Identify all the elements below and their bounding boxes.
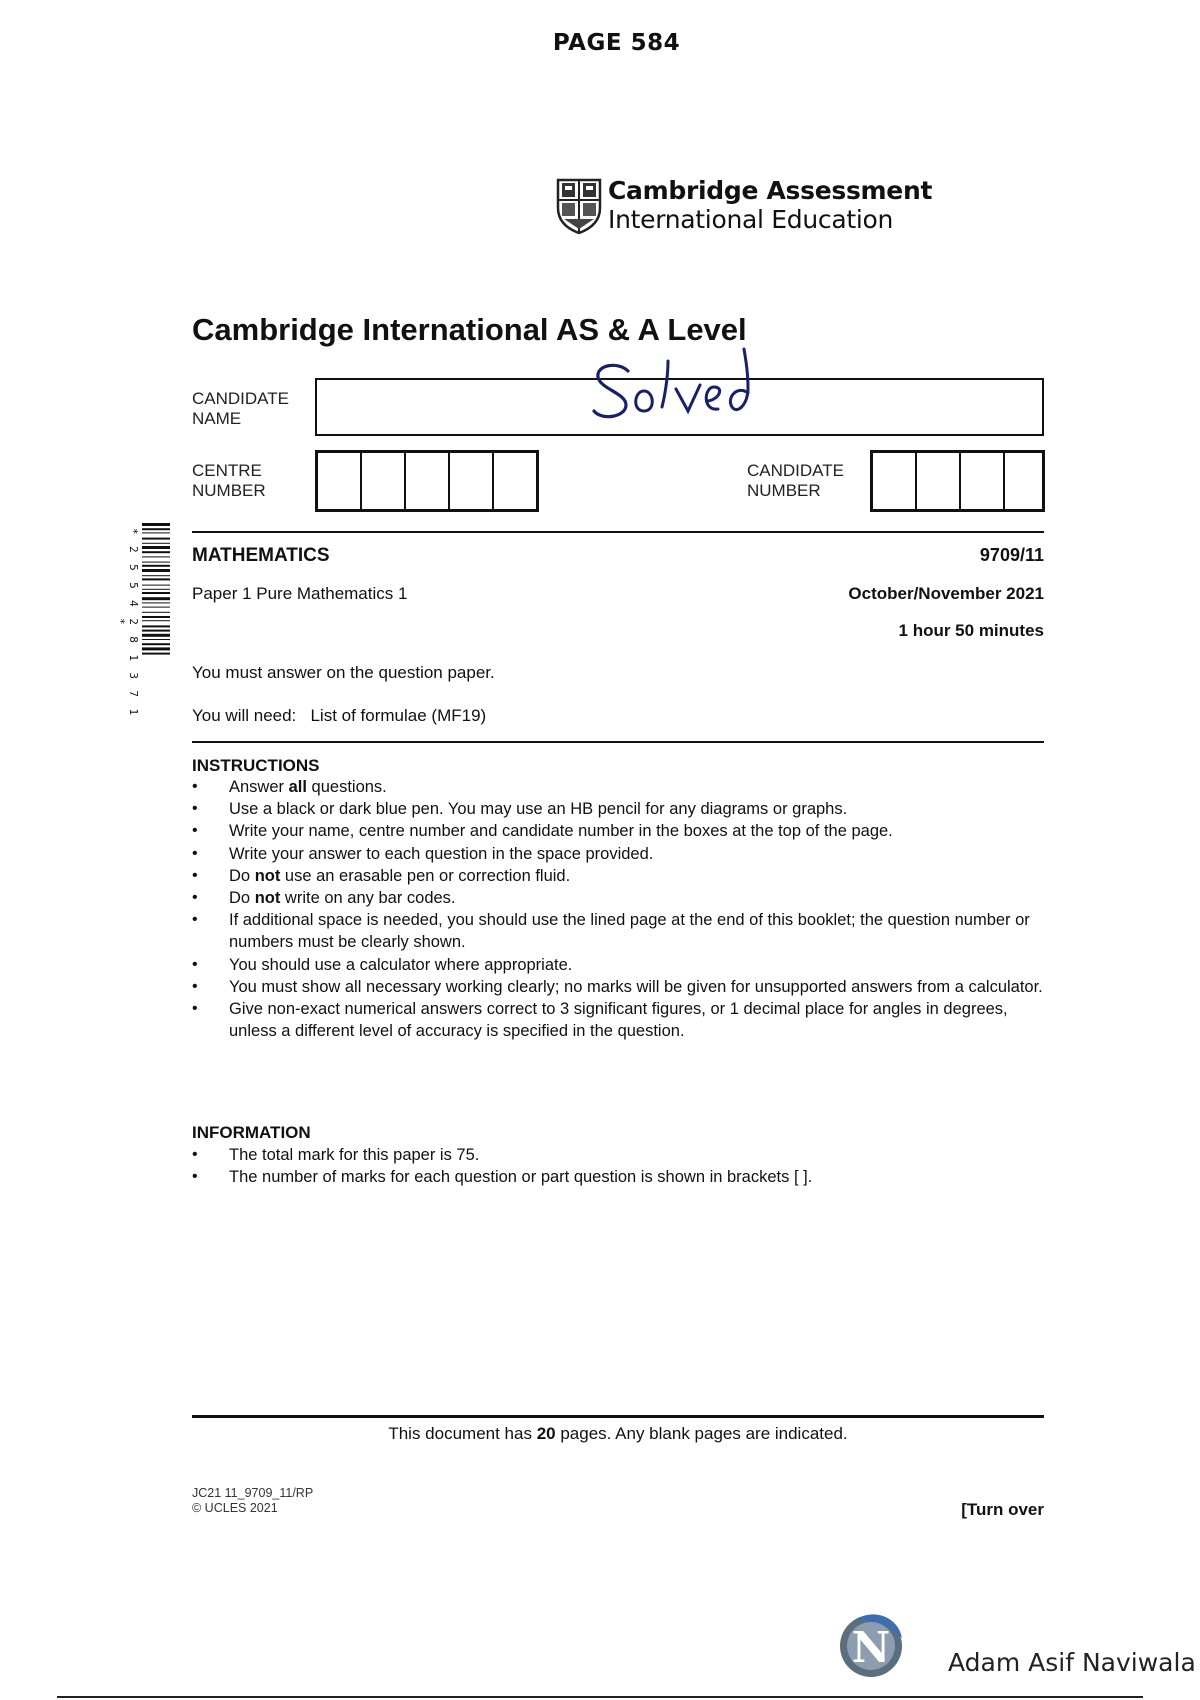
barcode-bar [142,607,170,608]
barcode-bar [142,532,170,533]
centre-number-label: CENTRE NUMBER [192,461,266,500]
page-count-note: This document has 20 pages. Any blank pages are indicated. [388,1424,848,1443]
barcode-bar [142,597,170,600]
logo-subtitle: International Education [608,205,894,234]
instruction-item: • Do not use an erasable pen or correction fluid. [192,865,1044,887]
barcode-bar [142,589,170,590]
barcode-bar [142,528,170,530]
barcode-bar [142,612,170,613]
instruction-item: • Write your answer to each question in the space provided. [192,843,1044,865]
instruction-item: • Answer all questions. [192,776,1044,798]
handwritten-signature [588,345,758,435]
materials-needed: You will need: List of formulae (MF19) [192,706,487,725]
barcode-bar [142,592,170,594]
divider [192,1415,1044,1418]
cambridge-logo [556,176,932,234]
candidate-name-label: CANDIDATE NAME [192,389,289,428]
barcode-bar [142,630,170,632]
answer-note: You must answer on the question paper. [192,663,495,682]
barcode-bar [142,639,170,640]
digit-box[interactable] [961,453,1005,509]
barcode-bar [142,543,170,544]
paper-title: Paper 1 Pure Mathematics 1 [192,584,408,603]
barcode-bar [142,551,170,553]
digit-box[interactable] [917,453,961,509]
barcode-bar [142,643,170,645]
information-heading: INFORMATION [192,1123,311,1142]
barcode-bar [142,556,170,557]
barcode-bar [142,625,170,627]
information-item: • The number of marks for each question or part question is shown in brackets [ ]. [192,1166,1044,1188]
barcode-bar [142,546,170,549]
cambridge-crest-icon [556,178,602,234]
bottom-divider [57,1696,1143,1698]
barcode-bar [142,616,170,618]
barcode-bar [142,523,170,526]
exam-session: October/November 2021 [848,584,1044,603]
candidate-number-field[interactable] [870,450,1045,512]
barcode [114,523,174,723]
instruction-item: • Give non-exact numerical answers correct to 3 significant figures, or 1 decimal place for angles in degrees, unless a different level of accuracy is specified in the question. [192,998,1044,1042]
barcode-bar [142,653,170,655]
digit-box[interactable] [1005,453,1042,509]
digit-box[interactable] [450,453,494,509]
instruction-item: • You should use a calculator where appropriate. [192,954,1044,976]
barcode-bar [142,569,170,572]
barcode-bar [142,647,170,650]
information-item: • The total mark for this paper is 75. [192,1144,1044,1166]
instruction-item: • If additional space is needed, you should use the lined page at the end of this booklet; the question number or numbers must be clearly shown. [192,909,1044,953]
qualification-title: Cambridge International AS & A Level [192,312,747,347]
digit-box[interactable] [406,453,450,509]
instructions-list [192,776,1044,1042]
information-list [192,1144,1044,1188]
digit-box[interactable] [362,453,406,509]
turn-over: [Turn over [961,1500,1044,1519]
divider [192,741,1044,743]
barcode-bar [142,634,170,637]
logo-title: Cambridge Assessment [608,176,933,205]
barcode-bar [142,578,170,580]
centre-number-field[interactable] [315,450,539,512]
author-logo-icon [838,1610,906,1680]
exam-duration: 1 hour 50 minutes [898,621,1044,640]
barcode-bar [142,575,170,576]
instruction-item: • You must show all necessary working clearly; no marks will be given for unsupported answers from a calculator. [192,976,1044,998]
barcode-bar [142,602,170,603]
digit-box[interactable] [873,453,917,509]
instruction-item: • Do not write on any bar codes. [192,887,1044,909]
instruction-item: • Use a black or dark blue pen. You may use an HB pencil for any diagrams or graphs. [192,798,1044,820]
barcode-bar [142,565,170,567]
barcode-digits: * 2 5 5 4 2 8 1 3 7 1 * [114,528,140,718]
syllabus-code: 9709/11 [979,545,1044,565]
digit-box[interactable] [494,453,536,509]
digit-box[interactable] [318,453,362,509]
page-label: PAGE 584 [552,30,681,56]
subject: MATHEMATICS [192,545,330,566]
instructions-heading: INSTRUCTIONS [192,756,320,775]
author-name: Adam Asif Naviwala [948,1648,1196,1677]
svg-text:N: N [851,1623,891,1672]
barcode-bar [142,585,170,586]
barcode-bars [140,523,172,723]
barcode-bar [142,620,170,621]
barcode-bar [142,562,170,563]
candidate-number-label: CANDIDATE NUMBER [747,461,844,500]
instruction-item: • Write your name, centre number and candidate number in the boxes at the top of the page. [192,820,1044,842]
barcode-bar [142,538,170,540]
document-reference: JC21 11_9709_11/RP © UCLES 2021 [192,1486,314,1515]
divider [192,531,1044,533]
